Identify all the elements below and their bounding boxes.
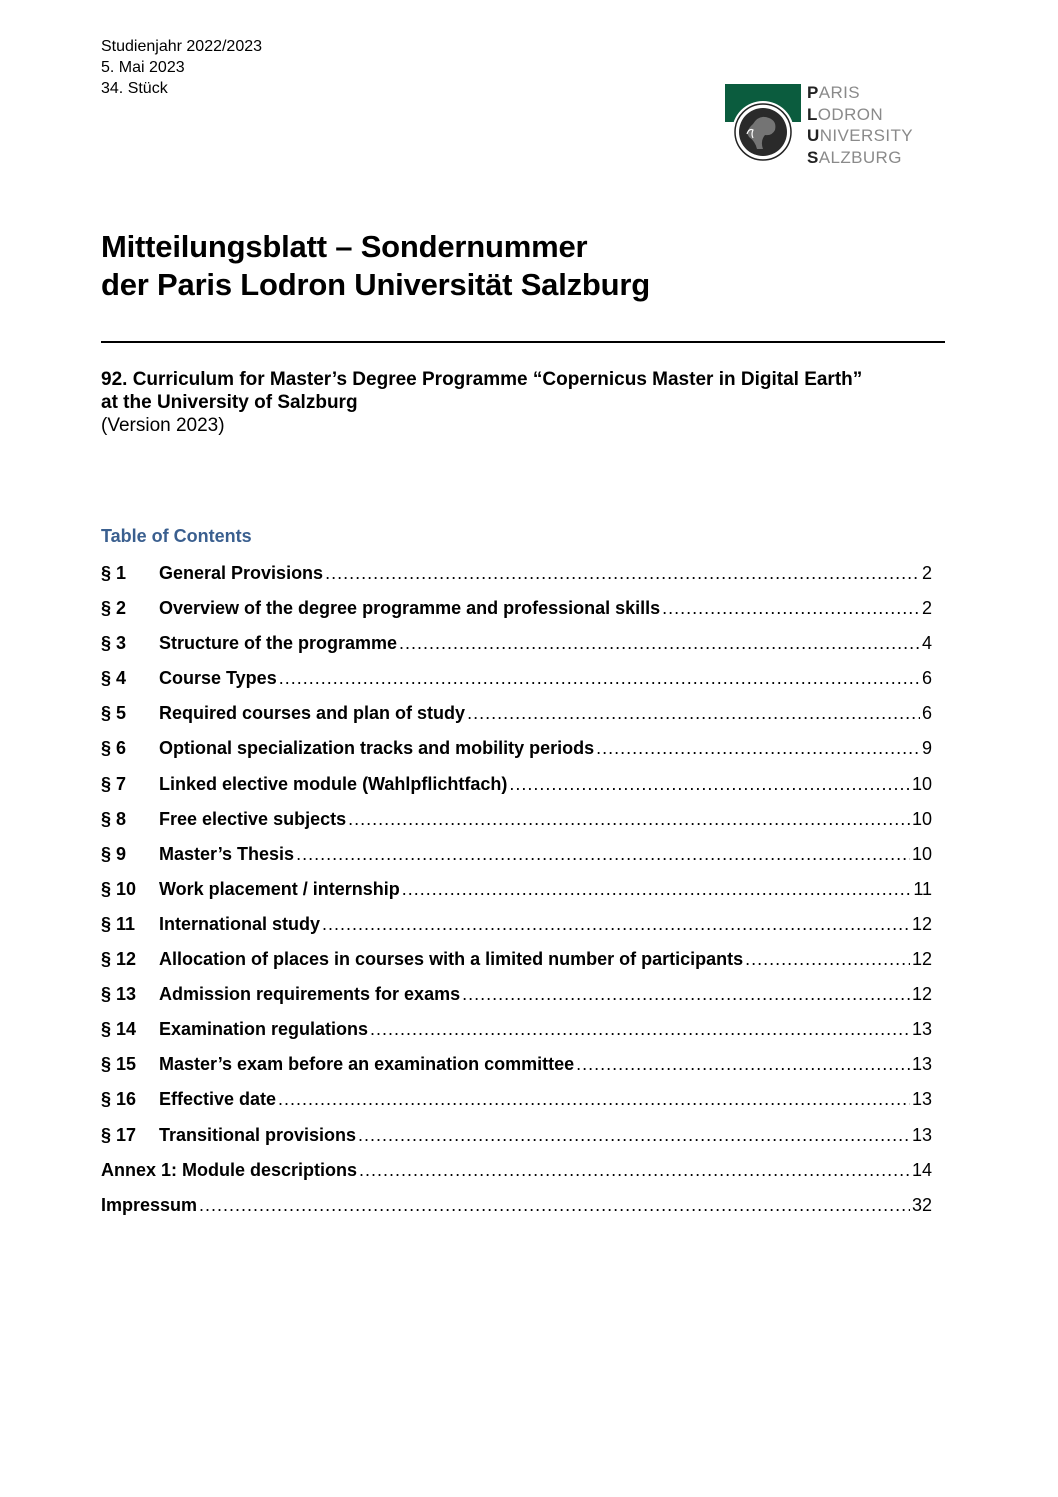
toc-entry-page[interactable]: 10 <box>911 808 932 829</box>
table-of-contents <box>101 563 932 1230</box>
toc-entry-page[interactable]: 13 <box>911 1019 932 1040</box>
toc-entry[interactable] <box>101 1089 932 1124</box>
issue-number: 34. Stück <box>101 80 168 97</box>
toc-entry-label[interactable]: International study <box>159 913 321 934</box>
toc-entry[interactable] <box>101 844 932 879</box>
toc-entry-page[interactable]: 10 <box>911 773 932 794</box>
toc-dot-leader <box>358 1125 910 1146</box>
page-title <box>101 228 650 304</box>
lion-seal-icon <box>725 84 801 164</box>
toc-entry-number: § 1 <box>101 563 127 583</box>
toc-entry-page[interactable]: 12 <box>911 913 932 934</box>
toc-entry-page[interactable]: 14 <box>911 1159 932 1180</box>
toc-dot-leader <box>662 598 920 619</box>
toc-entry-number: § 3 <box>101 633 127 654</box>
toc-entry-label[interactable]: Master’s Thesis <box>159 843 295 864</box>
toc-dot-leader <box>467 703 920 724</box>
toc-entry-label[interactable]: Free elective subjects <box>159 808 347 829</box>
toc-entry-label[interactable]: Work placement / internship <box>159 878 400 899</box>
toc-dot-leader <box>402 879 912 900</box>
toc-entry-label[interactable]: Examination regulations <box>159 1019 369 1040</box>
toc-entry-number: § 16 <box>101 1089 137 1110</box>
toc-entry[interactable] <box>101 1054 932 1089</box>
toc-dot-leader <box>278 1089 910 1110</box>
toc-entry-label[interactable]: Transitional provisions <box>159 1124 357 1145</box>
toc-entry-label[interactable]: Impressum <box>101 1194 198 1215</box>
toc-entry-page[interactable]: 13 <box>911 1054 932 1075</box>
toc-dot-leader <box>399 633 920 654</box>
toc-entry-page[interactable]: 11 <box>913 878 932 899</box>
toc-entry-label[interactable]: Optional specialization tracks and mobility periods <box>159 738 595 759</box>
document-meta <box>101 36 262 99</box>
toc-entry[interactable] <box>101 738 932 773</box>
issue-date: 5. Mai 2023 <box>101 59 185 76</box>
toc-entry-page[interactable]: 9 <box>921 738 932 759</box>
toc-entry-page[interactable]: 13 <box>911 1124 932 1145</box>
toc-entry-page[interactable]: 2 <box>921 563 932 583</box>
toc-entry-number: § 11 <box>101 913 136 934</box>
toc-entry-page[interactable]: 12 <box>911 949 932 970</box>
toc-entry[interactable] <box>101 598 932 633</box>
toc-entry-page[interactable]: 32 <box>911 1194 932 1215</box>
toc-entry-number: § 13 <box>101 984 137 1005</box>
curriculum-title <box>101 368 862 437</box>
toc-entry-number: § 10 <box>101 878 137 899</box>
toc-entry[interactable] <box>101 879 932 914</box>
horizontal-divider <box>101 341 945 343</box>
toc-entry[interactable] <box>101 1019 932 1054</box>
toc-entry[interactable] <box>101 914 932 949</box>
toc-dot-leader <box>596 738 920 759</box>
toc-entry-page[interactable]: 6 <box>921 703 932 724</box>
toc-entry-number: § 4 <box>101 668 127 689</box>
toc-entry-number: § 2 <box>101 598 127 619</box>
toc-dot-leader <box>462 984 910 1005</box>
toc-entry-number: § 8 <box>101 808 127 829</box>
toc-entry-label[interactable]: Allocation of places in courses with a limited number of participants <box>159 949 744 970</box>
toc-entry[interactable] <box>101 809 932 844</box>
toc-dot-leader <box>576 1054 910 1075</box>
toc-entry[interactable] <box>101 1125 932 1160</box>
toc-dot-leader <box>370 1019 910 1040</box>
toc-dot-leader <box>325 563 920 584</box>
toc-entry-number: § 12 <box>101 949 137 970</box>
toc-entry[interactable] <box>101 703 932 738</box>
toc-entry-number: § 15 <box>101 1054 137 1075</box>
toc-entry-label[interactable]: Required courses and plan of study <box>159 703 466 724</box>
toc-entry-label[interactable]: Course Types <box>159 668 277 689</box>
toc-dot-leader <box>509 774 910 795</box>
curriculum-title-line-1: 92. Curriculum for Master’s Degree Programme “Copernicus Master in Digital Earth” <box>101 369 863 390</box>
toc-dot-leader <box>296 844 910 865</box>
toc-entry-page[interactable]: 10 <box>911 843 932 864</box>
toc-entry-page[interactable]: 6 <box>921 668 932 689</box>
toc-entry-label[interactable]: Admission requirements for exams <box>159 984 461 1005</box>
toc-entry-number: § 5 <box>101 703 127 724</box>
toc-entry[interactable] <box>101 949 932 984</box>
toc-entry-number: § 6 <box>101 738 127 759</box>
toc-entry-label[interactable]: Master’s exam before an examination committee <box>159 1054 575 1075</box>
toc-entry[interactable] <box>101 1160 932 1195</box>
title-line-2: der Paris Lodron Universität Salzburg <box>101 267 650 302</box>
toc-entry-label[interactable]: General Provisions <box>159 563 324 583</box>
toc-entry[interactable] <box>101 633 932 668</box>
toc-dot-leader <box>348 809 910 830</box>
toc-dot-leader <box>359 1160 910 1181</box>
toc-entry-label[interactable]: Structure of the programme <box>159 633 398 654</box>
toc-entry-label[interactable]: Overview of the degree programme and professional skills <box>159 598 661 619</box>
toc-entry-number: § 7 <box>101 773 127 794</box>
toc-entry[interactable] <box>101 984 932 1019</box>
toc-entry-label[interactable]: Linked elective module (Wahlpflichtfach) <box>159 773 508 794</box>
toc-entry-number: § 14 <box>101 1019 137 1040</box>
toc-entry-number: § 9 <box>101 843 127 864</box>
toc-entry[interactable] <box>101 1195 932 1230</box>
toc-dot-leader <box>199 1195 910 1216</box>
toc-entry[interactable] <box>101 668 932 703</box>
toc-entry-label[interactable]: Effective date <box>159 1089 277 1110</box>
toc-entry-page[interactable]: 4 <box>921 633 932 654</box>
toc-entry-label[interactable]: Annex 1: Module descriptions <box>101 1159 358 1180</box>
toc-dot-leader <box>745 949 910 970</box>
toc-dot-leader <box>322 914 910 935</box>
logo-wordmark: PARIS LODRON UNIVERSITY SALZBURG <box>807 83 914 167</box>
university-logo <box>725 84 925 166</box>
toc-entry[interactable] <box>101 563 932 598</box>
academic-year: Studienjahr 2022/2023 <box>101 38 263 55</box>
toc-entry-page[interactable]: 13 <box>911 1089 932 1110</box>
title-line-1: Mitteilungsblatt – Sondernummer <box>101 229 588 264</box>
toc-entry[interactable] <box>101 774 932 809</box>
toc-dot-leader <box>279 668 920 689</box>
curriculum-title-line-2: at the University of Salzburg <box>101 392 358 413</box>
toc-entry-page[interactable]: 12 <box>911 984 932 1005</box>
curriculum-version: (Version 2023) <box>101 415 225 436</box>
toc-heading: Table of Contents <box>101 526 252 546</box>
toc-entry-page[interactable]: 2 <box>921 598 932 619</box>
toc-entry-number: § 17 <box>101 1124 137 1145</box>
